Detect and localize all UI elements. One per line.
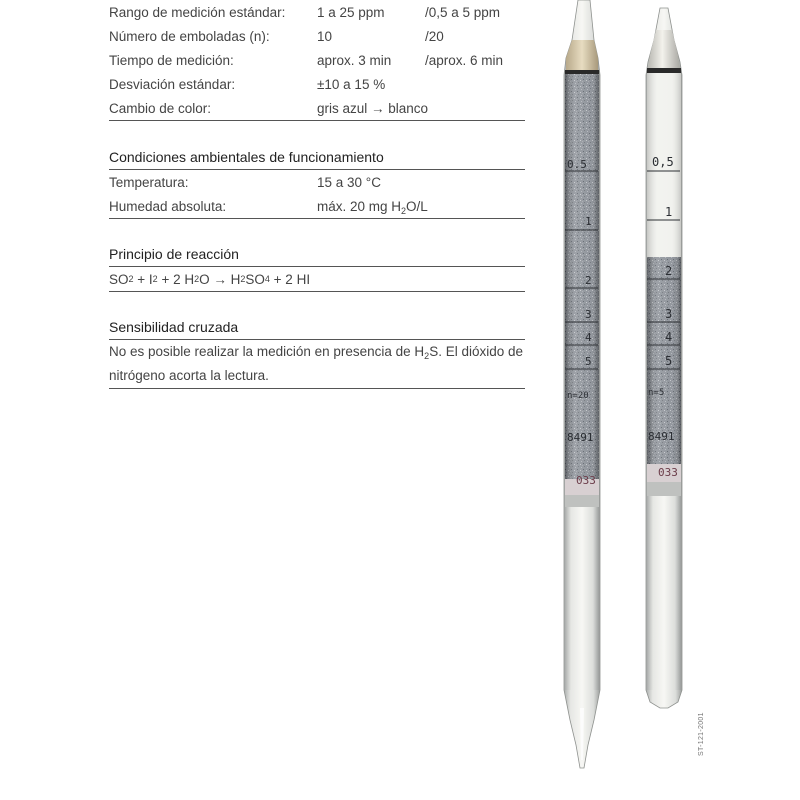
detector-tube-right — [646, 8, 682, 708]
scale-label: 5 — [585, 355, 592, 368]
scale-label: 0,5 — [652, 155, 674, 169]
conditions-value: 15 a 30 °C — [317, 174, 381, 190]
conditions-label: Temperatura: — [109, 174, 189, 190]
spec-label: Desviación estándar: — [109, 76, 236, 92]
spec-label: Rango de medición estándar: — [109, 4, 286, 20]
spec-label: Tiempo de medición: — [109, 52, 234, 68]
conditions-value: máx. 20 mg $H_2O/L$ — [317, 198, 428, 216]
spec-value-alt: /aprox. 6 min — [425, 52, 504, 68]
figure-code: ST-121-2001 — [698, 712, 705, 756]
scale-label: 0.5 — [567, 158, 587, 171]
scale-label: 2 — [585, 274, 592, 287]
scale-label: 1 — [665, 205, 673, 219]
reaction-title: Principio de reacción — [109, 246, 239, 262]
scale-label: 4 — [665, 330, 673, 344]
scale-label: 1 — [585, 215, 592, 228]
reaction-formula: SO 2 + I 2 + 2 H 2 O → H 2 SO 4 + 2 HI — [109, 271, 311, 287]
spec-value: gris azul → blanco — [317, 100, 429, 116]
spec-value: aprox. 3 min — [317, 52, 392, 68]
conditions-label: Humedad absoluta: — [109, 198, 227, 214]
detector-tube-left — [564, 0, 600, 768]
spec-label: Cambio de color: — [109, 100, 212, 116]
tube-print: 033 — [658, 466, 678, 479]
spec-value: 10 — [317, 28, 333, 44]
tube-print: n=5 — [648, 388, 665, 398]
cross-sensitivity-text: No es posible realizar la medición en presencia de $H_2S$. El dióxido de nitrógeno acorta la lectura. — [109, 344, 523, 383]
scale-label: 5 — [665, 354, 673, 368]
tube-print: 033 — [576, 474, 596, 487]
spec-value: ±10 a 15 % — [317, 76, 386, 92]
cross-sensitivity-title: Sensibilidad cruzada — [109, 319, 239, 335]
conditions-title: Condiciones ambientales de funcionamiento — [109, 149, 384, 165]
scale-label: 3 — [665, 307, 673, 321]
spec-value-alt: /0,5 a 5 ppm — [425, 4, 501, 20]
tube-print: n=20 — [567, 391, 589, 401]
tube-print: 8491 — [567, 431, 594, 444]
scale-label: 3 — [585, 308, 592, 321]
spec-label: Número de emboladas (n): — [109, 28, 270, 44]
tube-print: 8491 — [648, 430, 675, 443]
spec-value-alt: /20 — [425, 28, 444, 44]
scale-label: 4 — [585, 331, 592, 344]
scale-label: 2 — [665, 264, 673, 278]
spec-value: 1 a 25 ppm — [317, 4, 385, 20]
